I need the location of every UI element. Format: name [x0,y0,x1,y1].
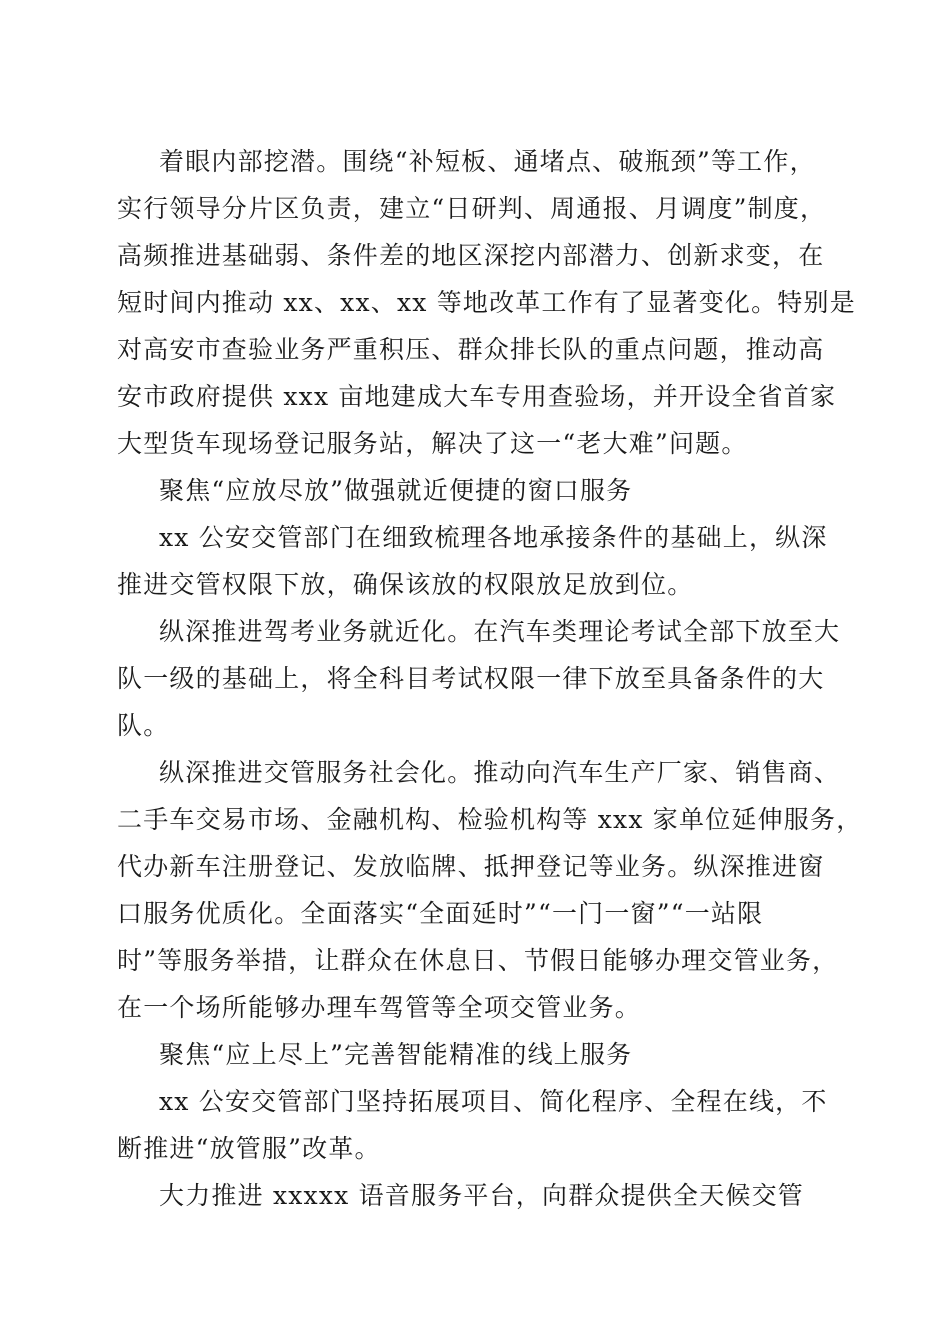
paragraph-line: 口服务优质化。全面落实“全面延时”“一门一窗”“一站限 [117,899,764,928]
paragraph-line: 推进交管权限下放，确保该放的权限放足放到位。 [117,570,694,599]
paragraph-line: 着眼内部挖潜。围绕“补短板、通堵点、破瓶颈”等工作， [159,147,816,176]
paragraph-line: 实行领导分片区负责，建立“日研判、周通报、月调度”制度， [117,194,827,223]
paragraph-line: 队一级的基础上，将全科目考试权限一律下放至具备条件的大 [117,664,825,693]
paragraph-line: 时”等服务举措，让群众在休息日、节假日能够办理交管业务， [117,946,839,975]
paragraph-line: 短时间内推动 xx、xx、xx 等地改革工作有了显著变化。特别是 [117,288,856,317]
paragraph-line: 大力推进 xxxxx 语音服务平台，向群众提供全天候交管 [159,1181,804,1210]
paragraph-line: 二手车交易市场、金融机构、检验机构等 xxx 家单位延伸服务， [117,805,863,834]
paragraph-line: 在一个场所能够办理车驾管等全项交管业务。 [117,993,642,1022]
paragraph-line: 对高安市查验业务严重积压、群众排长队的重点问题，推动高 [117,335,825,364]
paragraph-line: xx 公安交管部门坚持拓展项目、简化程序、全程在线，不 [159,1087,828,1116]
section-heading: 聚焦“应上尽上”完善智能精准的线上服务 [159,1040,633,1069]
section-heading: 聚焦“应放尽放”做强就近便捷的窗口服务 [159,476,633,505]
paragraph-line: xx 公安交管部门在细致梳理各地承接条件的基础上，纵深 [159,523,828,552]
paragraph-line: 纵深推进驾考业务就近化。在汽车类理论考试全部下放至大 [159,617,841,646]
paragraph-line: 高频推进基础弱、条件差的地区深挖内部潜力、创新求变，在 [117,241,825,270]
paragraph-line: 队。 [117,711,170,740]
paragraph-line: 大型货车现场登记服务站，解决了这一“老大难”问题。 [117,429,748,458]
paragraph-line: 纵深推进交管服务社会化。推动向汽车生产厂家、销售商、 [159,758,841,787]
paragraph-line: 代办新车注册登记、发放临牌、抵押登记等业务。纵深推进窗 [117,852,825,881]
paragraph-line: 安市政府提供 xxx 亩地建成大车专用查验场，并开设全省首家 [117,382,837,411]
paragraph-line: 断推进“放管服”改革。 [117,1134,381,1163]
document-body [117,142,863,1223]
